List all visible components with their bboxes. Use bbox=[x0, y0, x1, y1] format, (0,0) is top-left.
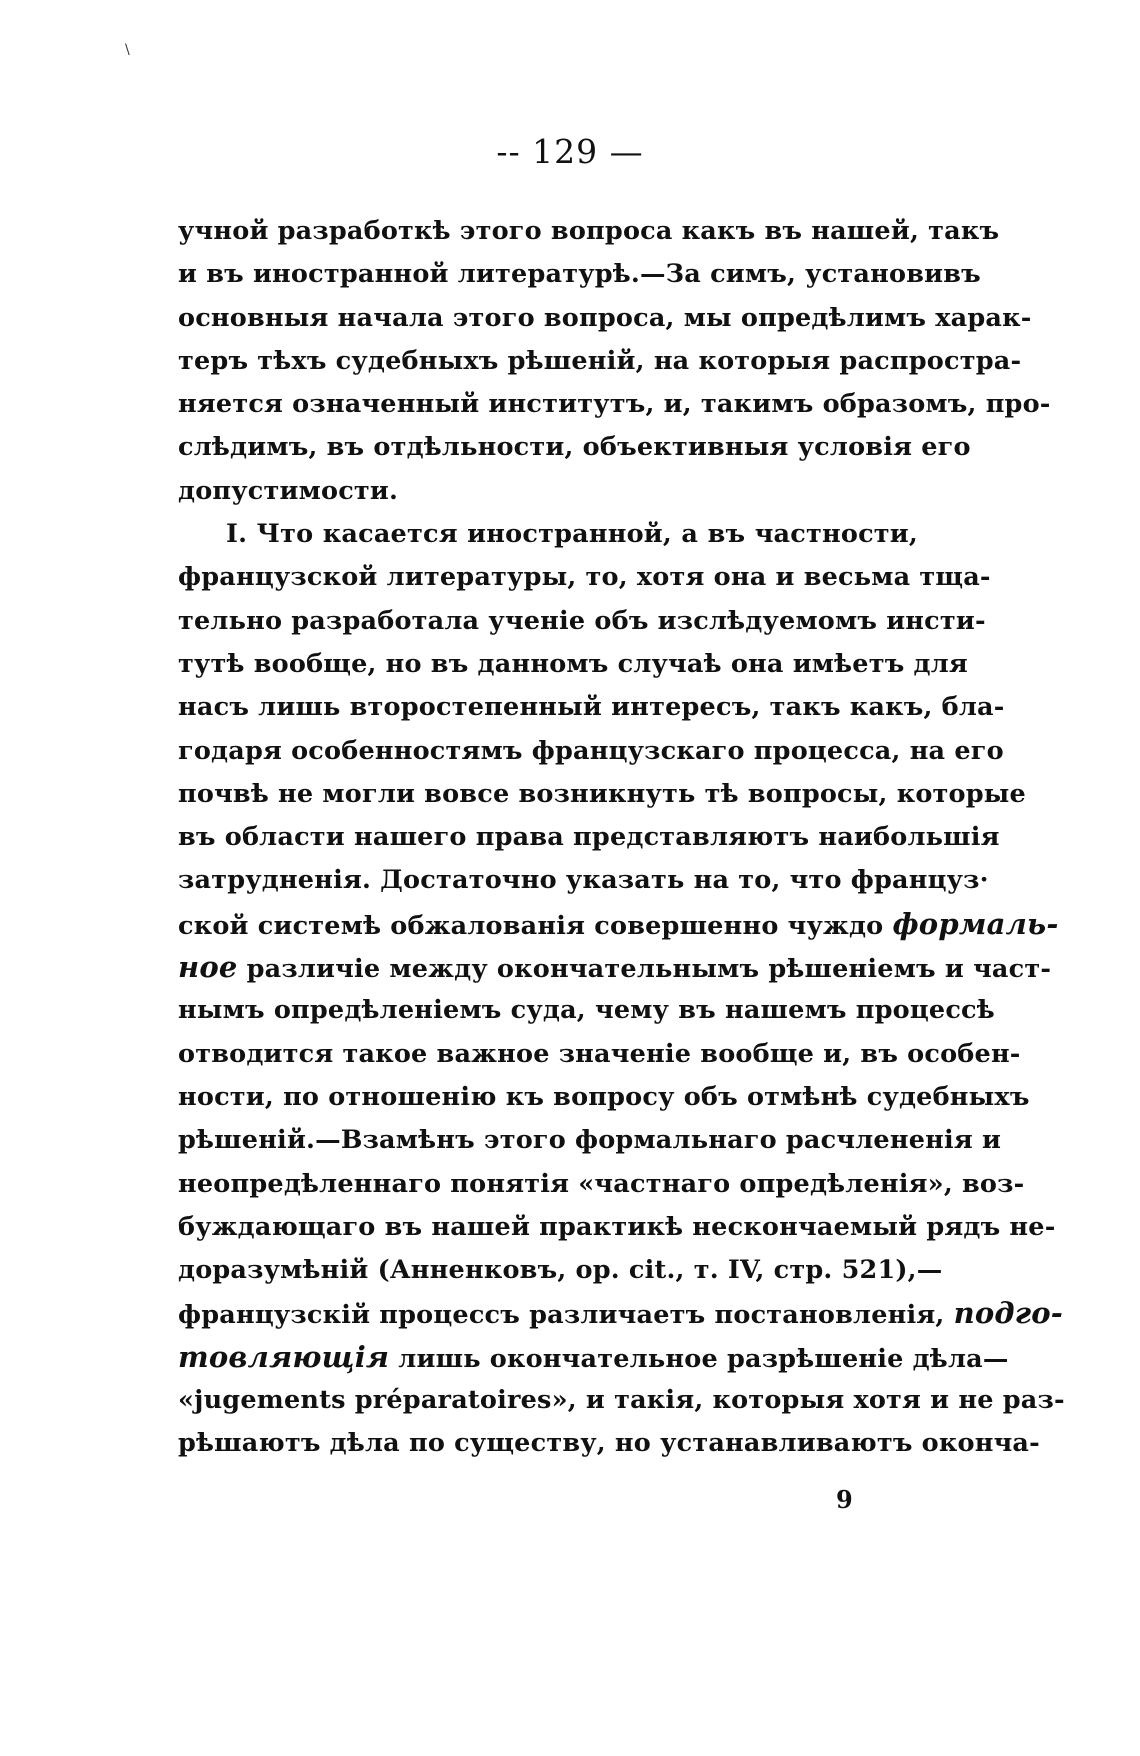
text-line: основныя начала этого вопроса, мы опредѣлимъ харак- bbox=[178, 302, 1032, 333]
text-line: французской литературы, то, хотя она и весьма тща- bbox=[178, 562, 991, 593]
text-line: теръ тѣхъ судебныхъ рѣшеній, на которыя распростра- bbox=[178, 345, 1022, 376]
text-line: тутѣ вообще, но въ данномъ случаѣ она имѣетъ для bbox=[178, 648, 968, 679]
body-text bbox=[178, 210, 1065, 1466]
text-line: слѣдимъ, въ отдѣльности, объективныя условія его bbox=[178, 432, 971, 463]
text-line: няется означенный институтъ, и, такимъ образомъ, про- bbox=[178, 389, 1051, 420]
gutter-mark: \ bbox=[125, 42, 130, 58]
italic-emphasis: товляющія bbox=[178, 1339, 390, 1374]
text-line: и въ иностранной литературѣ.—За симъ, установивъ bbox=[178, 259, 981, 290]
text-line: ности, по отношенію къ вопросу объ отмѣнѣ судебныхъ bbox=[178, 1081, 1030, 1112]
section-start-line: I. Что касается иностранной, а въ частности, bbox=[226, 519, 918, 550]
page-number: -- 129 — bbox=[496, 132, 644, 171]
text-line: товляющія лишь окончательное разрѣшеніе дѣла— bbox=[178, 1339, 1009, 1374]
text-line: рѣшеній.—Взамѣнъ этого формальнаго расчлененія и bbox=[178, 1125, 1002, 1156]
text-line: нымъ опредѣленіемъ суда, чему въ нашемъ процессѣ bbox=[178, 995, 995, 1026]
italic-emphasis: ное bbox=[178, 950, 238, 985]
text-line: затрудненія. Достаточно указать на то, что француз· bbox=[178, 865, 989, 896]
text-line: буждающаго въ нашей практикѣ нескончаемый рядъ не- bbox=[178, 1211, 1056, 1242]
text-line: «jugements préparatoires», и такія, которыя хотя и не раз- bbox=[178, 1385, 1065, 1416]
text-line: годаря особенностямъ французскаго процесса, на его bbox=[178, 735, 1004, 766]
text-line: ное различіе между окончательнымъ рѣшеніемъ и част- bbox=[178, 950, 1052, 985]
signature-mark: 9 bbox=[836, 1485, 853, 1514]
text-line: насъ лишь второстепенный интересъ, такъ какъ, бла- bbox=[178, 692, 1005, 723]
text-line: рѣшаютъ дѣла по существу, но устанавливаютъ оконча- bbox=[178, 1428, 1040, 1459]
paragraph-end-line: допустимости. bbox=[178, 475, 399, 506]
text-line: отводится такое важное значеніе вообще и, въ особен- bbox=[178, 1038, 1021, 1069]
text-line: тельно разработала ученіе объ изслѣдуемомъ инсти- bbox=[178, 605, 986, 636]
text-line: доразумѣній (Анненковъ, ор. cit., т. IV, стр. 521),— bbox=[178, 1255, 943, 1286]
text-line: въ области нашего права представляютъ наибольшія bbox=[178, 822, 1000, 853]
italic-emphasis: подго- bbox=[953, 1296, 1064, 1331]
text-line: почвѣ не могли вовсе возникнуть тѣ вопросы, которые bbox=[178, 778, 1026, 809]
text-line: французскій процессъ различаетъ постановленія, подго- bbox=[178, 1296, 1064, 1331]
italic-emphasis: формаль- bbox=[892, 906, 1059, 941]
text-line: ской системѣ обжалованія совершенно чуждо формаль- bbox=[178, 906, 1059, 941]
text-line: учной разработкѣ этого вопроса какъ въ нашей, такъ bbox=[178, 216, 1000, 246]
text-line: неопредѣленнаго понятія «частнаго опредѣленія», воз- bbox=[178, 1168, 1025, 1199]
